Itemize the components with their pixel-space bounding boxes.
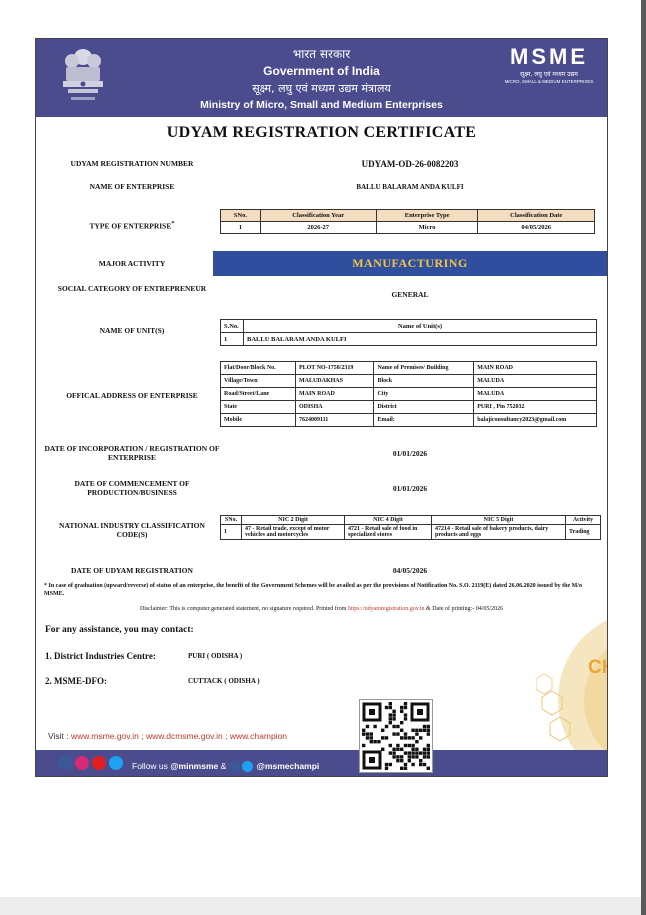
disclaimer-text: Disclaimer: This is computer generated statement, no signature required. Printed from xyxy=(139,606,348,612)
dfo-label: 2. MSME-DFO: xyxy=(45,676,107,686)
address-email-link[interactable]: balajiconsultancy2023@gmail.com xyxy=(474,414,597,427)
facebook-small-icon[interactable] xyxy=(229,761,240,772)
th-unit-sno: S.No. xyxy=(221,320,244,333)
champions-graphic: B CHA wit Mini MS xyxy=(536,619,608,759)
unit-name-label: NAME OF UNIT(S) xyxy=(99,326,165,335)
address-cell: 7624009111 xyxy=(295,414,373,427)
th-enterprise-type: Enterprise Type xyxy=(376,210,478,222)
social-category-value: GENERAL xyxy=(391,290,429,299)
address-cell: Flat/Door/Block No. xyxy=(221,362,296,375)
champions-text-l2: CHA xyxy=(588,657,630,678)
td-nic-2digit: 47 - Retail trade, except of motor vehicles and motorcycles xyxy=(242,525,345,540)
th-nic-activity: Activity xyxy=(566,516,601,525)
address-cell: Road/Street/Lane xyxy=(221,388,296,401)
address-cell: ODISHA xyxy=(295,401,373,414)
address-table xyxy=(220,361,597,427)
msme-logo-subtitle: MICRO, SMALL & MEDIUM ENTERPRISES xyxy=(504,79,594,84)
td-classification-date: 04/05/2026 xyxy=(478,222,595,234)
td-classification-year: 2026-27 xyxy=(260,222,376,234)
enterprise-type-label-text: TYPE OF ENTERPRISE xyxy=(89,221,172,231)
address-cell: PLOT NO-1758/2319 xyxy=(295,362,373,375)
td-unit-name: BALLU BALARAM ANDA KULFI xyxy=(244,333,597,346)
th-nic-5digit: NIC 5 Digit xyxy=(432,516,566,525)
address-cell: City xyxy=(374,388,474,401)
assistance-heading: For any assistance, you may contact: xyxy=(45,625,194,635)
address-cell: Mobile xyxy=(221,414,296,427)
major-activity-label: MAJOR ACTIVITY xyxy=(98,259,166,268)
government-text: Government of India xyxy=(263,64,380,78)
address-label: OFFICAL ADDRESS OF ENTERPRISE xyxy=(66,391,198,400)
msme-logo-mark: MSME xyxy=(510,44,588,69)
td-sno: 1 xyxy=(221,222,261,234)
instagram-icon[interactable] xyxy=(75,756,89,770)
address-cell: Village/Town xyxy=(221,375,296,388)
disclaimer xyxy=(44,605,599,613)
certificate xyxy=(35,38,641,777)
graduation-note: * In case of graduation (upward/reverse) of status of an enterprise, the benefit of the Government Schemes will be availed as per the provisions of Notification No. S.O. 2119(E) dated 26.06.2020 issued by the M/o MSME. xyxy=(44,583,582,597)
enterprise-name-label: NAME OF ENTERPRISE xyxy=(89,182,175,191)
dfo-value: CUTTACK ( ODISHA ) xyxy=(188,677,260,685)
header-banner xyxy=(36,39,607,117)
reg-number-value: UDYAM-OD-26-0082203 xyxy=(361,159,459,169)
units-table xyxy=(220,319,597,346)
msme-logo xyxy=(496,45,602,84)
udyam-date-label: DATE OF UDYAM REGISTRATION xyxy=(71,566,193,575)
address-cell: PURI , Pin 752032 xyxy=(474,401,597,414)
enterprise-type-asterisk: * xyxy=(171,220,175,227)
minmsme-handle[interactable]: @minmsme xyxy=(170,761,219,771)
th-nic-4digit: NIC 4 Digit xyxy=(345,516,432,525)
address-cell: Name of Premises/ Building xyxy=(374,362,474,375)
address-cell: District xyxy=(374,401,474,414)
twitter-small-icon[interactable] xyxy=(242,761,253,772)
msme-logo-hindi: सूक्ष्म, लघु एवं मध्यम उद्यम xyxy=(520,71,578,78)
dic-value: PURI ( ODISHA ) xyxy=(188,652,243,660)
th-nic-2digit: NIC 2 Digit xyxy=(242,516,345,525)
visit-label: Visit : xyxy=(48,731,71,741)
td-enterprise-type: Micro xyxy=(376,222,478,234)
social-category-label: SOCIAL CATEGORY OF ENTREPRENEUR xyxy=(57,284,207,293)
address-cell: Block xyxy=(374,375,474,388)
table-row xyxy=(221,401,597,414)
major-activity-value: MANUFACTURING xyxy=(213,251,607,276)
follow-text xyxy=(132,758,319,771)
visit-links xyxy=(48,731,353,741)
th-classification-year: Classification Year xyxy=(260,210,376,222)
td-unit-sno: 1 xyxy=(221,333,244,346)
commencement-value: 01/01/2026 xyxy=(392,484,428,493)
table-row xyxy=(221,525,601,540)
table-row xyxy=(221,414,597,427)
address-cell: MAIN ROAD xyxy=(474,362,597,375)
follow-label: Follow us xyxy=(132,761,171,771)
msmechampions-handle[interactable]: @msmechampi xyxy=(256,761,320,771)
commencement-label: DATE OF COMMENCEMENT OF PRODUCTION/BUSINESS xyxy=(74,479,190,497)
disclaimer-date: & Date of printing:- 04/05/2026 xyxy=(424,606,504,612)
address-cell: Email: xyxy=(374,414,474,427)
page-edge xyxy=(641,0,646,915)
certificate-title: UDYAM REGISTRATION CERTIFICATE xyxy=(166,124,477,141)
follow-bar xyxy=(36,750,607,776)
youtube-icon[interactable] xyxy=(92,756,106,770)
udyam-registration-link[interactable]: https://udyamregistration.gov.in xyxy=(347,606,425,612)
table-row xyxy=(221,222,595,234)
twitter-icon[interactable] xyxy=(109,756,123,770)
enterprise-name-value: BALLU BALARAM ANDA KULFI xyxy=(356,183,464,191)
incorporation-label: DATE OF INCORPORATION / REGISTRATION OF ENTERPRISE xyxy=(44,444,220,462)
table-row xyxy=(221,333,597,346)
enterprise-type-label xyxy=(44,219,220,231)
table-row xyxy=(221,375,597,388)
hindi-government-text: भारत सरकार xyxy=(292,47,351,61)
viewer-background xyxy=(0,897,641,915)
nic-label: NATIONAL INDUSTRY CLASSIFICATION CODE(S) xyxy=(59,521,205,539)
enterprise-type-table xyxy=(220,209,595,234)
hindi-ministry-text: सूक्ष्म, लघु एवं मध्यम उद्यम मंत्रालय xyxy=(252,82,391,95)
facebook-icon[interactable] xyxy=(58,756,72,770)
address-cell: MALUDAKHAS xyxy=(295,375,373,388)
table-row xyxy=(221,362,597,375)
td-nic-5digit: 47214 - Retail sale of bakery products, dairy products and eggs xyxy=(432,525,566,540)
qr-code-icon[interactable] xyxy=(359,699,433,773)
address-cell: MAIN ROAD xyxy=(295,388,373,401)
msme-websites-link[interactable]: www.msme.gov.in ; www.dcmsme.gov.in ; www.champion xyxy=(71,731,288,741)
ministry-text: Ministry of Micro, Small and Medium Enterprises xyxy=(200,99,443,111)
th-unit-name: Name of Unit(s) xyxy=(244,320,597,333)
nic-table xyxy=(220,515,601,540)
address-cell: State xyxy=(221,401,296,414)
td-nic-sno: 1 xyxy=(221,525,242,540)
udyam-date-value: 04/05/2026 xyxy=(392,566,428,575)
follow-separator: & xyxy=(218,761,229,771)
table-row xyxy=(221,388,597,401)
incorporation-value: 01/01/2026 xyxy=(392,449,428,458)
th-sno: SNo. xyxy=(221,210,261,222)
reg-number-label: UDYAM REGISTRATION NUMBER xyxy=(70,159,194,168)
td-nic-activity: Trading xyxy=(566,525,601,540)
td-nic-4digit: 4721 - Retail sale of food in specialized stores xyxy=(345,525,432,540)
dic-label: 1. District Industries Centre: xyxy=(45,651,156,661)
address-cell: MALUDA xyxy=(474,375,597,388)
th-classification-date: Classification Date xyxy=(478,210,595,222)
address-cell: MALUDA xyxy=(474,388,597,401)
th-nic-sno: SNo. xyxy=(221,516,242,525)
